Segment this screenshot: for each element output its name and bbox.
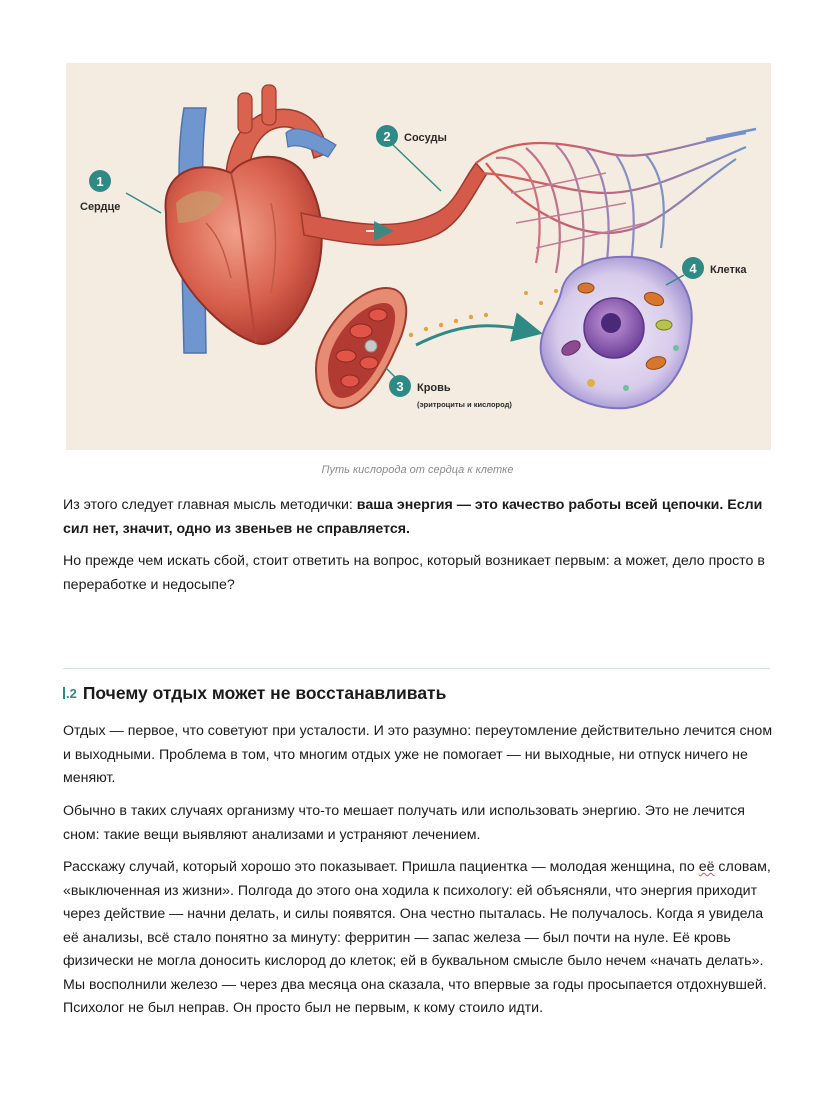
badge-heart-number: 1 — [96, 174, 104, 189]
section-divider — [63, 668, 770, 669]
section-number-bar — [63, 687, 65, 699]
badge-blood-number: 3 — [396, 379, 404, 394]
case-part-a: Расскажу случай, который хорошо это показывает. Пришла пациентка — молодая женщина, по — [63, 859, 699, 875]
section-number — [63, 686, 77, 701]
cell-shape — [541, 257, 692, 408]
badge-vessels — [376, 125, 398, 147]
badge-vessels-number: 2 — [383, 129, 391, 144]
main-idea-bold: ваша энергия — это качество работы всей цепочки. Если сил нет, значит, одно из звеньев не справляется. — [63, 497, 763, 537]
section-heading — [63, 683, 446, 704]
section-title-text: Почему отдых может не восстанавливать — [82, 683, 447, 703]
badge-cell-number: 4 — [689, 261, 697, 276]
label-blood-subtitle: (эритроциты и кислород) — [417, 400, 512, 409]
badge-cell — [682, 257, 704, 279]
section-number-visible: .2 — [66, 686, 77, 701]
paragraph-case — [63, 856, 775, 1021]
label-heart: Сердце — [80, 201, 121, 213]
capillary-network — [476, 129, 756, 278]
main-idea-plain: Из этого следует главная мысль методички: — [63, 497, 357, 513]
paragraph-question: Но прежде чем искать сбой, стоит ответить на вопрос, который возникает первым: а может, дело просто в переработке и недосыпе? — [63, 553, 765, 593]
paragraph-main-idea — [63, 494, 775, 541]
badge-blood — [389, 375, 411, 397]
label-cell: Клетка — [710, 264, 747, 276]
label-vessels: Сосуды — [404, 132, 447, 144]
badge-heart — [89, 170, 111, 192]
oxygen-path-illustration — [66, 63, 771, 450]
artery-shape — [301, 163, 486, 245]
spellcheck-flagged-word: её — [698, 859, 715, 875]
label-blood: Кровь — [417, 382, 451, 394]
paragraph-rest: Отдых — первое, что советуют при усталости. И это разумно: переутомление действительно лечится сном и выходными. Проблема в том, что многим отдых уже не помогает — ни выходные, ни отпуск ничего не меняют. — [63, 723, 773, 786]
case-part-b: словам, «выключенная из жизни». Полгода до этого она ходила к психологу: ей объясняли, что энергия приходит через действие — начни делать, и силы появятся. Она честно пыталась. Не получалось. Когда я увидела её анализы, всё стало понятно за минуту: ферритин — запас железа — был почти на нуле. Её кровь физически не могла доносить кислород до клеток; ей в буквальном смысле было нечем «начать делать». Мы восполнили железо — через два месяца она сказала, что впервые за годы просыпается отдохнувшей. Психолог не был неправ. Он просто был не первым, к кому стоило идти. — [63, 859, 771, 1016]
illustration-svg — [66, 63, 771, 450]
paragraph-causes: Обычно в таких случаях организму что-то мешает получать или использовать энергию. Это не лечится сном: такие вещи выявляют анализами и устраняют лечением. — [63, 803, 745, 843]
figure-caption: Путь кислорода от сердца к клетке — [321, 464, 514, 476]
